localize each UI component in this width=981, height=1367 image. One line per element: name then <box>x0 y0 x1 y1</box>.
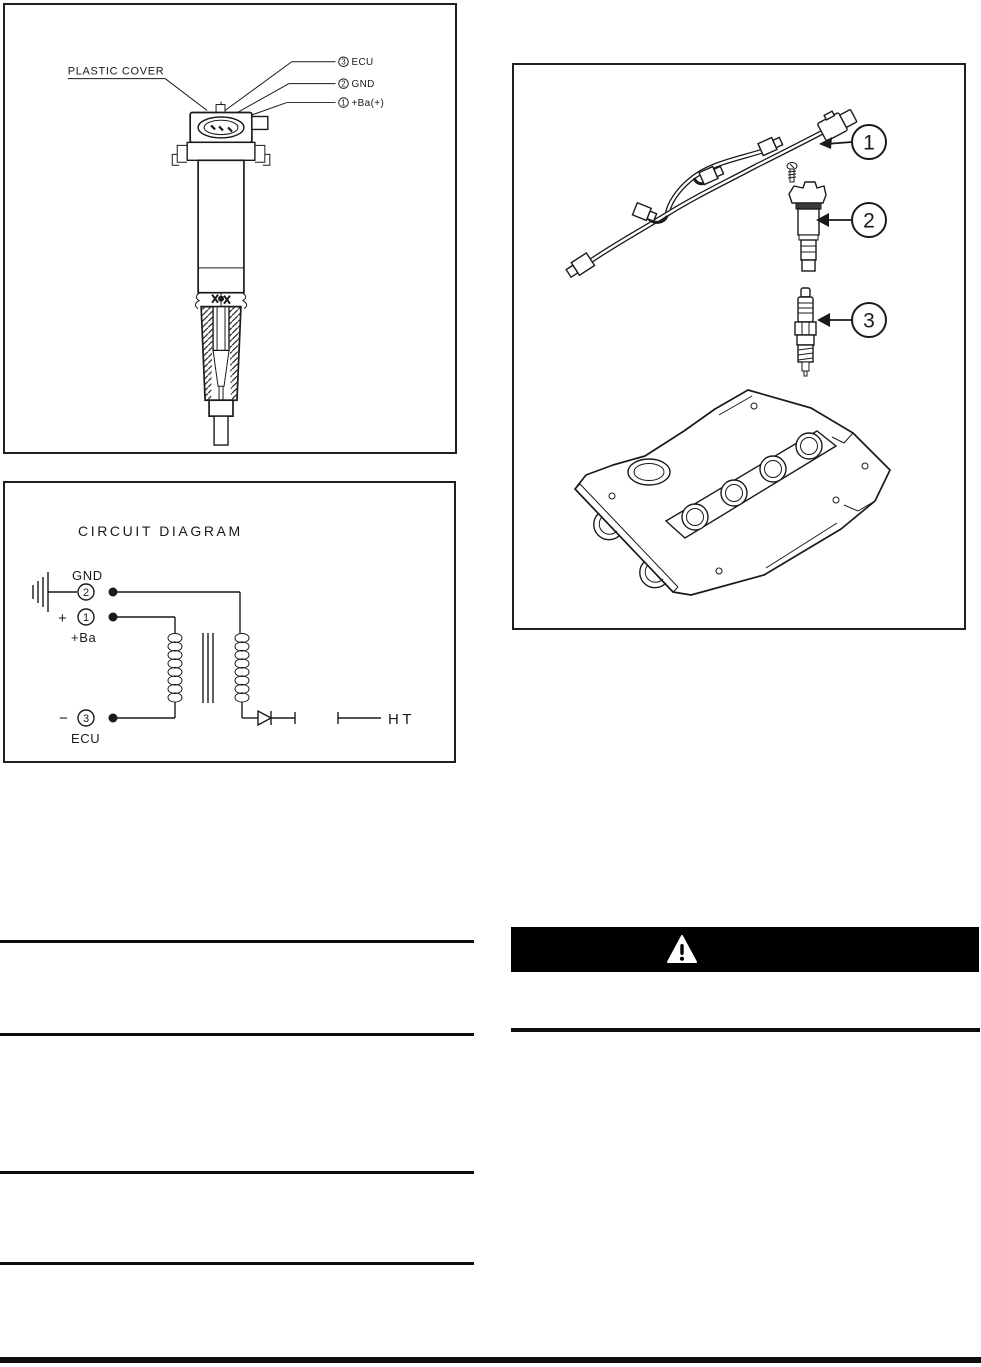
figure-ignition-coil <box>3 3 457 454</box>
svg-text:2: 2 <box>82 587 90 599</box>
figure-components-exploded <box>512 63 966 630</box>
valve-cover-drawing <box>575 390 890 595</box>
plastic-cover-label: PLASTIC COVER <box>67 65 165 78</box>
circuit-wires <box>117 592 381 724</box>
svg-text:2: 2 <box>863 209 875 233</box>
gnd-node-dot <box>109 588 118 597</box>
svg-text:1: 1 <box>341 98 346 108</box>
svg-text:+Ba(+): +Ba(+) <box>351 98 385 110</box>
svg-text:ECU: ECU <box>71 731 101 746</box>
svg-text:GND: GND <box>72 568 103 583</box>
circuit-title: CIRCUIT DIAGRAM <box>78 523 243 539</box>
svg-text:2: 2 <box>341 79 346 89</box>
transformer-core <box>203 633 213 703</box>
warning-triangle-icon <box>667 934 697 965</box>
spark-plug-item <box>795 288 816 376</box>
circuit-diagram-drawing <box>5 483 454 761</box>
page-bottom-rule <box>0 1357 981 1363</box>
diode-symbol <box>258 711 271 725</box>
harness-connector-start <box>565 253 595 280</box>
right-column-rule-1 <box>511 1028 980 1032</box>
primary-winding <box>168 633 182 702</box>
ignition-coil-item <box>789 182 826 271</box>
svg-text:3: 3 <box>341 57 346 67</box>
ground-symbol-icon <box>33 572 77 612</box>
harness-connector-c <box>699 164 724 185</box>
figure-circuit-diagram <box>3 481 456 763</box>
components-drawing <box>514 65 964 628</box>
harness-connector-d <box>632 203 657 223</box>
left-column-rule-1 <box>0 940 474 943</box>
coil-screw <box>787 163 797 183</box>
left-column-rule-2 <box>0 1033 474 1036</box>
svg-text:ECU: ECU <box>351 57 374 69</box>
ht-output-label: HT <box>388 711 415 728</box>
pin2-label <box>339 79 375 90</box>
terminal-plus-ba <box>58 609 118 645</box>
callout-2 <box>816 203 886 237</box>
coil-drawing <box>172 105 270 445</box>
terminal-gnd <box>72 568 118 600</box>
svg-text:3: 3 <box>82 713 90 725</box>
svg-text:3: 3 <box>863 309 875 333</box>
terminal-ecu <box>59 710 118 746</box>
secondary-winding <box>235 633 249 702</box>
svg-text:1: 1 <box>82 612 90 624</box>
warning-banner <box>511 927 979 972</box>
ignition-coil-drawing <box>5 5 455 452</box>
svg-text:GND: GND <box>351 79 375 91</box>
svg-text:−: − <box>59 710 68 727</box>
callout-3 <box>817 303 886 337</box>
plus-node-dot <box>109 613 118 622</box>
pin1-label <box>339 98 385 109</box>
pin3-label <box>339 57 374 68</box>
minus-node-dot <box>109 714 118 723</box>
harness-connector-end <box>815 103 858 141</box>
svg-text:+: + <box>58 610 67 627</box>
svg-text:1: 1 <box>863 131 875 155</box>
svg-text:+Ba: +Ba <box>71 630 97 645</box>
left-column-rule-4 <box>0 1262 474 1265</box>
left-column-rule-3 <box>0 1171 474 1174</box>
